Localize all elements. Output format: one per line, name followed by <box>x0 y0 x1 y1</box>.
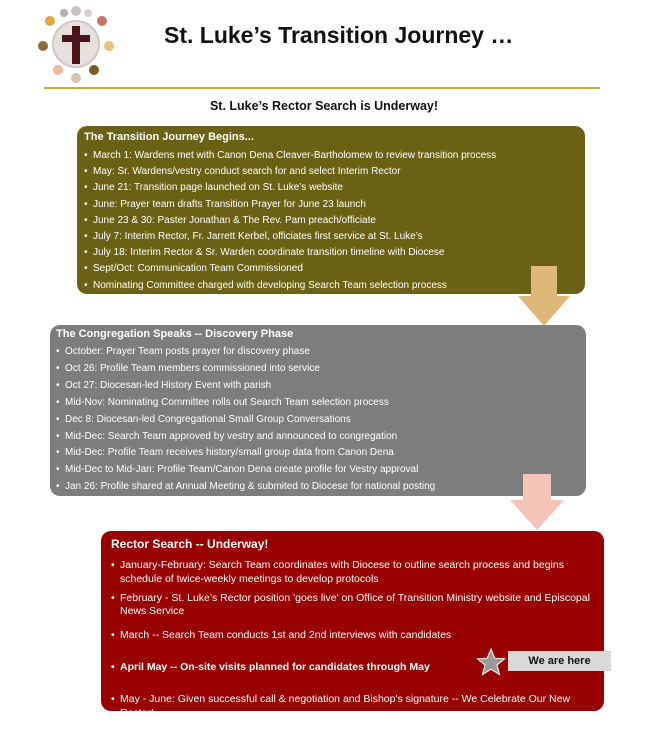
phase-item: • Mid-Nov: Nominating Committee rolls out Search Team selection process <box>56 395 581 412</box>
we-are-here-callout: We are here <box>508 651 611 671</box>
phase-item: • March -- Search Team conducts 1st and 2nd interviews with candidates <box>111 629 594 643</box>
phase-item: • Mid-Dec to Mid-Jan: Profile Team/Canon Dena create profile for Vestry approval <box>56 462 581 479</box>
phase-item: • May: Sr. Wardens/vestry conduct search for and select Interim Rector <box>84 164 578 180</box>
phase-item: • Mid-Dec: Profile Team receives history/small group data from Canon Dena <box>56 445 581 462</box>
phase-item: • July 18: Interim Rector & Sr. Warden coordinate transition timeline with Diocese <box>84 245 578 261</box>
phase-item: • March 1: Wardens met with Canon Dena Cleaver-Bartholomew to review transition process <box>84 148 578 164</box>
phase-title: The Transition Journey Begins... <box>84 131 254 143</box>
cross-logo-icon <box>36 4 116 84</box>
phase-item: • October: Prayer Team posts prayer for discovery phase <box>56 344 581 361</box>
star-icon <box>476 648 506 676</box>
phase-transition-begins <box>77 126 585 294</box>
phase-item: • July 7: Interim Rector, Fr. Jarrett Kerbel, officiates first service at St. Luke’s <box>84 229 578 245</box>
phase-rector-search <box>101 531 604 719</box>
phase-item: • Oct 27: Diocesan-led History Event with parish <box>56 378 581 395</box>
phase-item: • May - June: Given successful call & negotiation and Bishop's signature -- We Celebrate Our New Rector! <box>111 693 594 721</box>
page-subtitle: St. Luke’s Rector Search is Underway! <box>209 99 439 113</box>
page-title: St. Luke’s Transition Journey … <box>164 22 514 48</box>
phase-item: • June 23 & 30: Paster Jonathan & The Rev. Pam preach/officiate <box>84 213 578 229</box>
phase-item: • February - St. Luke’s Rector position 'goes live' on Office of Transition Ministry website and Episcopal News Service <box>111 592 594 620</box>
phase-item: • January-February: Search Team coordinates with Diocese to outline search process and begins schedule of twice-weekly meetings to develop protocols <box>111 559 594 587</box>
phase-item: • June: Prayer team drafts Transition Prayer for June 23 launch <box>84 197 578 213</box>
phase-item-list <box>111 559 594 720</box>
phase-item: • Sept/Oct: Communication Team Commissioned <box>84 261 578 277</box>
phase-item-list <box>84 148 578 294</box>
phase-title: Rector Search -- Underway! <box>111 537 269 551</box>
down-arrow-icon <box>518 266 570 326</box>
down-arrow-icon <box>510 474 564 530</box>
phase-item: • Dec 8: Diocesan-led Congregational Small Group Conversations <box>56 412 581 429</box>
phase-item: • Oct 26: Profile Team members commissioned into service <box>56 361 581 378</box>
phase-item: • June 21: Transition page launched on St. Luke’s website <box>84 180 578 196</box>
title-divider <box>44 87 600 89</box>
phase-discovery <box>50 325 586 496</box>
phase-item: • Nominating Committee charged with developing Search Team selection process <box>84 278 578 294</box>
phase-item: • Jan 26: Profile shared at Annual Meeting & submited to Diocese for national posting <box>56 479 581 496</box>
phase-item-current: • April May -- On-site visits planned for candidates through May <box>111 661 594 675</box>
phase-title: The Congregation Speaks -- Discovery Phase <box>56 328 294 340</box>
phase-item: • Mid-Dec: Search Team approved by vestry and announced to congregation <box>56 429 581 446</box>
phase-item-list <box>56 344 581 496</box>
